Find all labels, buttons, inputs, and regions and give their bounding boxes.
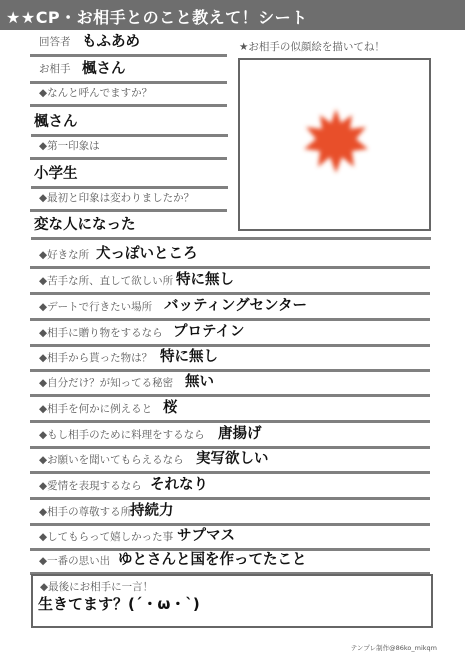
- question-label: ◆お願いを聞いてもらえるなら: [39, 454, 184, 466]
- answer-text: 小学生: [34, 166, 78, 182]
- qa-row-date-place: [30, 295, 430, 321]
- question-label: ◆自分だけ？が知ってる秘密: [39, 377, 174, 389]
- question-label: ◆第一印象は: [39, 140, 100, 152]
- question-label: ◆一番の思い出: [39, 555, 111, 567]
- last-message-box: [31, 574, 433, 628]
- partner-name: 楓さん: [82, 61, 126, 77]
- answer-text: 特に無し: [160, 349, 218, 365]
- answer-text: 特に無し: [176, 272, 234, 288]
- partner-label: お相手: [39, 63, 71, 75]
- last-message-label: ◆最後にお相手に一言！: [40, 581, 154, 593]
- qa-row-favorite-point: [30, 243, 430, 269]
- sheet-header: [0, 0, 465, 30]
- answer-row-nickname: [31, 113, 228, 137]
- question-row-first-impression: [30, 140, 227, 160]
- question-label: ◆相手に贈り物をするなら: [39, 327, 163, 339]
- question-row-impression-change: [30, 192, 227, 212]
- respondent-name: もふあめ: [82, 34, 140, 50]
- answer-row-first-impression: [31, 165, 228, 189]
- portrait-label: ★お相手の似顔絵を描いてね！: [239, 41, 385, 53]
- question-label: ◆してもらって嬉しかった事: [39, 531, 174, 543]
- qa-row-respect: [30, 500, 430, 526]
- sheet-title: ★★CP・お相手とのこと教えて！シート: [6, 8, 308, 27]
- question-label: ◆相手から貰った物は？: [39, 352, 153, 364]
- qa-row-secret: [30, 372, 430, 397]
- qa-row-gift-to-give: [30, 321, 430, 347]
- portrait-frame: [238, 58, 431, 231]
- question-label: ◆もし相手のために料理をするなら: [39, 429, 205, 441]
- partner-row: [30, 60, 227, 84]
- answer-text: 桜: [163, 400, 178, 416]
- question-label: ◆好きな所: [39, 249, 90, 261]
- maple-leaf-drawing: [300, 105, 372, 177]
- respondent-label: 回答者: [39, 36, 71, 48]
- question-label: ◆デートで行きたい場所: [39, 301, 153, 313]
- question-label: ◆相手の尊敬する所: [39, 506, 132, 518]
- answer-text: 変な人になった: [34, 217, 136, 233]
- answer-text: 犬っぽいところ: [96, 246, 198, 262]
- respondent-row: [30, 33, 227, 57]
- question-label: ◆最初と印象は変わりましたか？: [39, 192, 195, 204]
- answer-text: バッティングセンター: [164, 298, 307, 314]
- last-message-text: 生きてます？(´・ω・`): [38, 595, 200, 613]
- answer-text: それなり: [150, 477, 208, 493]
- answer-text: 無い: [185, 374, 214, 390]
- answer-text: ゆとさんと国を作ってたこと: [118, 552, 307, 568]
- qa-row-best-memory: [30, 551, 430, 575]
- answer-text: 持続力: [130, 503, 174, 519]
- qa-row-weak-point: [30, 269, 430, 295]
- question-label: ◆相手を何かに例えると: [39, 403, 153, 415]
- question-label: ◆なんと呼んでますか？: [39, 87, 153, 99]
- question-label: ◆愛情を表現するなら: [39, 480, 142, 492]
- qa-row-cooking: [30, 423, 430, 449]
- question-label: ◆苦手な所、直して欲しい所: [39, 275, 174, 287]
- answer-text: サプマス: [177, 528, 235, 544]
- qa-row-affection: [30, 474, 430, 500]
- answer-text: 実写欲しい: [196, 451, 269, 467]
- qa-row-metaphor: [30, 397, 430, 423]
- template-credit: テンプレ制作@86ko_mikqm: [350, 644, 437, 652]
- qa-row-gift-received: [30, 347, 430, 372]
- qa-row-request: [30, 449, 430, 474]
- answer-text: 楓さん: [34, 114, 78, 130]
- answer-text: プロテイン: [173, 324, 245, 340]
- question-row-nickname: [30, 87, 227, 107]
- answer-text: 唐揚げ: [218, 426, 262, 442]
